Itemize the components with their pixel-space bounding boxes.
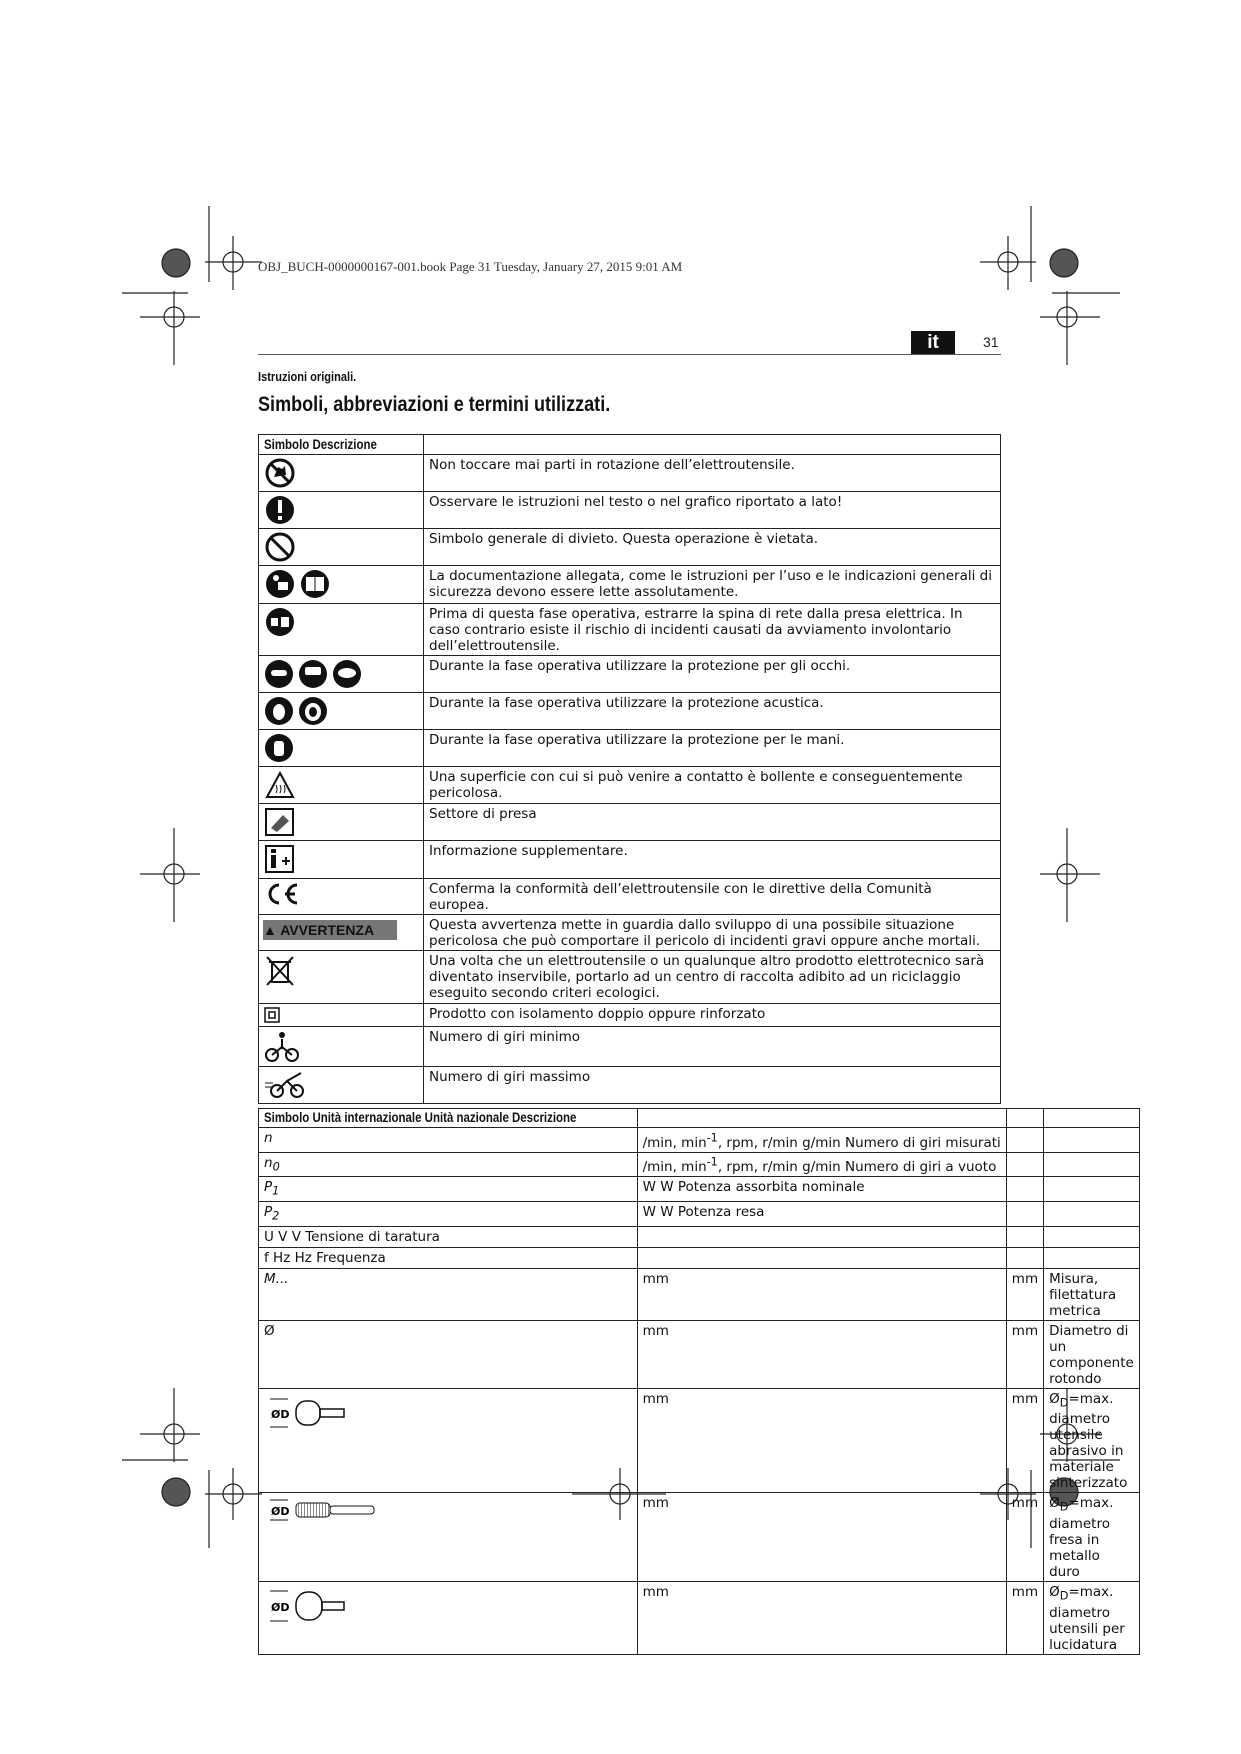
max-speed-icon: [263, 1069, 311, 1101]
unit-intl: W W Potenza resa: [642, 1203, 765, 1220]
symbol-description: Numero di giri minimo: [424, 1027, 1001, 1067]
weee-bin-icon: [263, 953, 297, 989]
info-icon: [263, 843, 297, 875]
unplug-icon: [263, 606, 297, 638]
min-speed-icon: [263, 1029, 303, 1063]
double-insulation-icon: [263, 1006, 283, 1024]
symbol-description: Settore di presa: [424, 804, 1001, 841]
unit-symbol: Ø: [264, 1322, 275, 1339]
ear-protection-icon: [263, 695, 331, 727]
unit-symbol: $n_0$: [264, 1154, 280, 1174]
symbol-description: Conferma la conformità dell’elettroutensile con le direttive della Comunità europea.: [424, 879, 1001, 915]
svg-text:ØD: ØD: [271, 1407, 290, 1421]
doc-title: Simboli, abbreviazioni e termini utilizzati.: [258, 393, 611, 416]
symbol-description: Informazione supplementare.: [424, 841, 1001, 879]
unit-intl: /min, $\min^{-1}$, rpm, r/min g/min Numero di giri misurati: [642, 1131, 1001, 1151]
unit-intl: mm: [637, 1320, 1006, 1388]
unit-description: Diametro di un componente rotondo: [1044, 1320, 1140, 1388]
svg-text:ØD: ØD: [271, 1600, 290, 1614]
unit-symbol: M...: [264, 1270, 289, 1287]
unit-national: mm: [1006, 1388, 1043, 1493]
doc-label: Istruzioni originali.: [258, 369, 357, 384]
hot-surface-icon: [263, 769, 297, 801]
unit-national: mm: [1006, 1581, 1043, 1654]
unit-description: Misura, filettatura metrica: [1044, 1268, 1140, 1320]
symbol-description: Durante la fase operativa utilizzare la protezione acustica.: [424, 693, 1001, 730]
polishing-tool-icon: [268, 1586, 348, 1626]
unit-symbol: $P_2$: [264, 1203, 280, 1223]
unit-intl: mm: [637, 1581, 1006, 1654]
unit-intl: mm: [637, 1388, 1006, 1493]
unit-description: $Ø_D=\max$. diametro fresa in metallo duro: [1044, 1493, 1140, 1582]
warning-triangle-icon: ▲: [263, 922, 277, 938]
unit-symbol: n: [264, 1130, 273, 1146]
table-header: Simbolo Unità internazionale Unità nazionale Descrizione: [264, 1110, 577, 1125]
symbols-table: [258, 434, 1001, 1104]
abrasive-tool-icon: [268, 1393, 348, 1433]
unit-description: $Ø_D=\max$. diametro utensili per lucidatura: [1044, 1581, 1140, 1654]
language-badge: it: [911, 331, 955, 354]
unit-description: $Ø_D=\max$. diametro utensile abrasivo in materiale sinterizzato: [1044, 1388, 1140, 1493]
exclamation-icon: [263, 494, 297, 526]
hand-protection-icon: [263, 732, 297, 764]
svg-text:ØD: ØD: [271, 1505, 290, 1519]
symbol-description: Una volta che un elettroutensile o un qualunque altro prodotto elettrotecnico sarà diventato inservibile, portarlo ad un centro di raccolta adibito ad un riciclaggio eseguito secondo criteri ecologici.: [424, 951, 1001, 1004]
grip-area-icon: [263, 806, 297, 838]
table-header: Simbolo Descrizione: [259, 435, 424, 455]
carbide-cutter-icon: [268, 1497, 378, 1523]
unit-row-text: f Hz Hz Frequenza: [264, 1249, 386, 1266]
read-manual-icon: [263, 568, 343, 600]
symbol-description: Simbolo generale di divieto. Questa operazione è vietata.: [424, 529, 1001, 566]
unit-national: mm: [1006, 1268, 1043, 1320]
symbol-description: Numero di giri massimo: [424, 1067, 1001, 1104]
warning-badge-icon: [263, 920, 397, 940]
unit-national: mm: [1006, 1493, 1043, 1582]
unit-intl: mm: [637, 1268, 1006, 1320]
unit-row-text: U V V Tensione di taratura: [264, 1228, 440, 1245]
symbol-description: Durante la fase operativa utilizzare la protezione per gli occhi.: [424, 656, 1001, 693]
symbol-description: Non toccare mai parti in rotazione dell’elettroutensile.: [424, 455, 1001, 492]
header-rule: [258, 354, 1001, 355]
symbol-description: Prima di questa fase operativa, estrarre la spina di rete dalla presa elettrica. In caso contrario esiste il rischio di incidenti causati da avviamento involontario dell’elettroutensile.: [424, 604, 1001, 656]
unit-intl: W W Potenza assorbita nominale: [642, 1179, 865, 1196]
page-number: 31: [983, 334, 999, 350]
no-touch-rotating-icon: [263, 457, 297, 489]
unit-intl: /min, $\min^{-1}$, rpm, r/min g/min Numero di giri a vuoto: [642, 1155, 997, 1175]
symbol-description: Durante la fase operativa utilizzare la protezione per le mani.: [424, 730, 1001, 767]
symbol-description: Prodotto con isolamento doppio oppure rinforzato: [424, 1004, 1001, 1027]
symbol-description: La documentazione allegata, come le istruzioni per l’uso e le indicazioni generali di sicurezza devono essere lette assolutamente.: [424, 566, 1001, 604]
symbol-description: Questa avvertenza mette in guardia dallo sviluppo di una possibile situazione pericolosa che può comportare il pericolo di incidenti gravi oppure anche mortali.: [424, 915, 1001, 951]
warning-badge-label: AVVERTENZA: [280, 922, 375, 938]
symbol-description: Osservare le istruzioni nel testo o nel grafico riportato a lato!: [424, 492, 1001, 529]
symbol-description: Una superficie con cui si può venire a contatto è bollente e conseguentemente pericolosa.: [424, 767, 1001, 804]
ce-mark-icon: [263, 881, 303, 907]
unit-symbol: $P_1$: [264, 1179, 280, 1198]
print-header: OBJ_BUCH-0000000167-001.book Page 31 Tuesday, January 27, 2015 9:01 AM: [258, 259, 683, 274]
unit-national: mm: [1006, 1320, 1043, 1388]
eye-protection-icon: [263, 658, 363, 690]
units-table: [258, 1108, 1140, 1655]
prohibition-icon: [263, 531, 297, 563]
unit-intl: mm: [637, 1493, 1006, 1582]
